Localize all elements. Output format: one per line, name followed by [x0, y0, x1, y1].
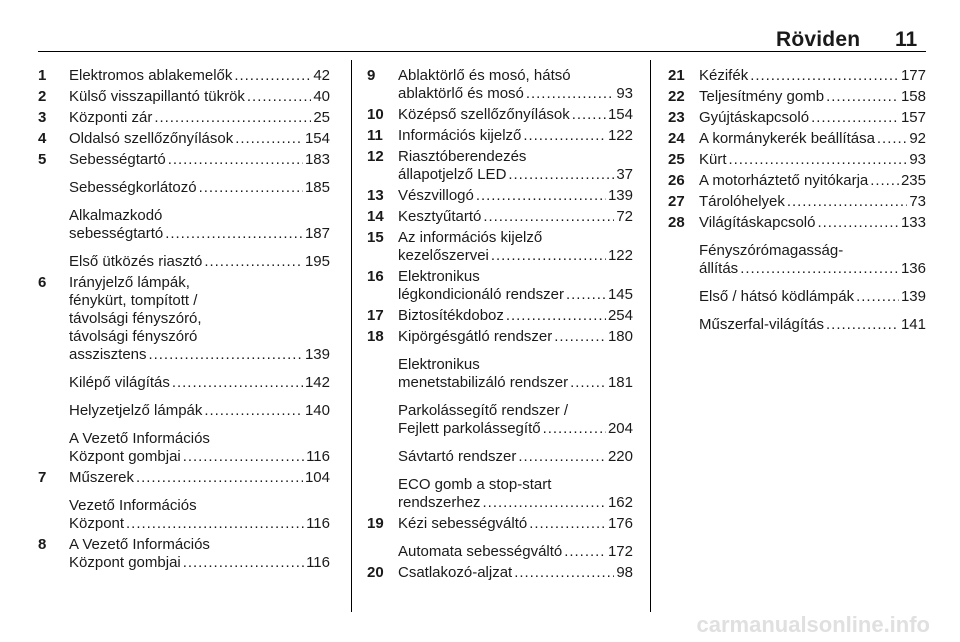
- entry-last-line: [398, 85, 633, 103]
- entry-last-line: [69, 448, 330, 466]
- entry-label: Világításkapcsoló: [699, 214, 816, 231]
- index-entry: [367, 328, 633, 346]
- entry-label: Biztosítékdoboz: [398, 307, 504, 324]
- page-reference: 40: [313, 88, 330, 105]
- dot-leader: [172, 374, 303, 392]
- dot-leader: [204, 402, 303, 420]
- index-entry: [367, 402, 633, 438]
- entry-last-line: [69, 253, 330, 271]
- entry-last-line: [69, 67, 330, 85]
- page-reference: 73: [909, 193, 926, 210]
- dot-leader: [508, 166, 614, 184]
- dot-leader: [877, 130, 907, 148]
- page-reference: 42: [313, 67, 330, 84]
- callout-number: 18: [367, 328, 384, 345]
- entry-last-line: [69, 88, 330, 106]
- dot-leader: [817, 214, 899, 232]
- callout-number: 27: [668, 193, 685, 210]
- index-entry: [38, 497, 330, 533]
- index-entry: [38, 130, 330, 148]
- entry-last-line: [398, 564, 633, 582]
- index-column-3: [668, 60, 926, 612]
- entry-label: Helyzetjelző lámpák: [69, 402, 203, 419]
- entry-label: rendszerhez: [398, 494, 481, 511]
- callout-number: 13: [367, 187, 384, 204]
- page-reference: 254: [607, 307, 633, 324]
- page-reference: 122: [607, 247, 633, 264]
- entry-label: Külső visszapillantó tükrök: [69, 88, 245, 105]
- page-reference: 139: [607, 187, 633, 204]
- index-entry: [38, 179, 330, 197]
- index-entry: [367, 564, 633, 582]
- entry-label: állapotjelző LED: [398, 166, 507, 183]
- entry-last-line: [69, 554, 330, 572]
- entry-label: Oldalsó szellőzőnyílások: [69, 130, 234, 147]
- dot-leader: [826, 88, 899, 106]
- entry-last-line: [398, 420, 633, 438]
- entry-label: Sebességtartó: [69, 151, 166, 168]
- callout-number: 7: [38, 469, 47, 486]
- index-entry: [367, 448, 633, 466]
- index-entry: [668, 242, 926, 278]
- dot-leader: [199, 179, 303, 197]
- entry-label: Kilépő világítás: [69, 374, 170, 391]
- index-entry: [367, 515, 633, 533]
- callout-number: 8: [38, 536, 47, 553]
- entry-label: Központ gombjai: [69, 448, 181, 465]
- page-reference: 145: [607, 286, 633, 303]
- entry-text-line: Elektronikus: [398, 356, 480, 373]
- dot-leader: [870, 172, 899, 190]
- entry-label: Elektromos ablakemelők: [69, 67, 233, 84]
- page-reference: 93: [909, 151, 926, 168]
- index-column-1: [38, 60, 330, 612]
- entry-last-line: [398, 208, 633, 226]
- dot-leader: [165, 225, 303, 243]
- dot-leader: [570, 374, 606, 392]
- entry-label: légkondicionáló rendszer: [398, 286, 564, 303]
- page-reference: 139: [900, 288, 926, 305]
- callout-number: 9: [367, 67, 376, 84]
- entry-text-line: Alkalmazkodó: [69, 207, 163, 224]
- index-entry: [668, 193, 926, 211]
- entry-text-line: fénykürt, tompított /: [69, 292, 198, 309]
- page-reference: 162: [607, 494, 633, 511]
- callout-number: 3: [38, 109, 47, 126]
- entry-label: Gyújtáskapcsoló: [699, 109, 810, 126]
- entry-text-line: távolsági fényszóró: [69, 328, 198, 345]
- page-reference: 187: [304, 225, 330, 242]
- index-entry: [38, 402, 330, 420]
- dot-leader: [476, 187, 606, 205]
- index-entry: [367, 187, 633, 205]
- dot-leader: [506, 307, 606, 325]
- page-reference: 93: [616, 85, 633, 102]
- entry-label: ablaktörlő és mosó: [398, 85, 524, 102]
- entry-last-line: [398, 328, 633, 346]
- dot-leader: [529, 515, 606, 533]
- dot-leader: [564, 543, 606, 561]
- entry-last-line: [69, 225, 330, 243]
- callout-number: 25: [668, 151, 685, 168]
- entry-label: Első / hátsó ködlámpák: [699, 288, 855, 305]
- dot-leader: [740, 260, 899, 278]
- entry-text-line: Riasztóberendezés: [398, 148, 527, 165]
- callout-number: 23: [668, 109, 685, 126]
- entry-last-line: [69, 469, 330, 487]
- entry-last-line: [69, 515, 330, 533]
- dot-leader: [826, 316, 899, 334]
- callout-number: 17: [367, 307, 384, 324]
- entry-last-line: [69, 109, 330, 127]
- entry-last-line: [69, 130, 330, 148]
- callout-number: 20: [367, 564, 384, 581]
- entry-label: Kézifék: [699, 67, 749, 84]
- dot-leader: [235, 130, 303, 148]
- entry-label: Automata sebességváltó: [398, 543, 563, 560]
- index-entry: [367, 127, 633, 145]
- entry-label: Teljesítmény gomb: [699, 88, 825, 105]
- entry-text-line: A Vezető Információs: [69, 536, 210, 553]
- dot-leader: [750, 67, 899, 85]
- entry-label: Központ: [69, 515, 125, 532]
- dot-leader: [149, 346, 303, 364]
- page-reference: 37: [616, 166, 633, 183]
- entry-last-line: [398, 307, 633, 325]
- entry-label: Műszerek: [69, 469, 135, 486]
- header-rule: [38, 51, 926, 52]
- index-entry: [367, 268, 633, 304]
- watermark: carmanualsonline.info: [696, 612, 930, 637]
- entry-last-line: [398, 494, 633, 512]
- dot-leader: [154, 109, 311, 127]
- page-reference: 204: [607, 420, 633, 437]
- index-entry: [38, 274, 330, 364]
- entry-text-line: A Vezető Információs: [69, 430, 210, 447]
- entry-label: sebességtartó: [69, 225, 164, 242]
- entry-text-line: Vezető Információs: [69, 497, 197, 514]
- page-reference: 177: [900, 67, 926, 84]
- dot-leader: [136, 469, 303, 487]
- index-entry: [668, 67, 926, 85]
- index-entry: [367, 356, 633, 392]
- index-entry: [38, 469, 330, 487]
- index-entry: [38, 430, 330, 466]
- callout-number: 6: [38, 274, 47, 291]
- entry-label: A motorháztető nyitókarja: [699, 172, 869, 189]
- entry-last-line: [69, 346, 330, 364]
- index-entry: [367, 543, 633, 561]
- entry-label: állítás: [699, 260, 739, 277]
- entry-label: Műszerfal-világítás: [699, 316, 825, 333]
- entry-label: Kürt: [699, 151, 727, 168]
- index-entry: [367, 106, 633, 124]
- index-entry: [367, 307, 633, 325]
- page-reference: 154: [304, 130, 330, 147]
- page-reference: 181: [607, 374, 633, 391]
- entry-label: asszisztens: [69, 346, 147, 363]
- index-entry: [38, 109, 330, 127]
- dot-leader: [554, 328, 606, 346]
- page-reference: 235: [900, 172, 926, 189]
- entry-last-line: [699, 130, 926, 148]
- entry-text-line: Irányjelző lámpák,: [69, 274, 190, 291]
- entry-last-line: [69, 402, 330, 420]
- entry-last-line: [398, 543, 633, 561]
- index-entry: [367, 67, 633, 103]
- callout-number: 1: [38, 67, 47, 84]
- entry-last-line: [699, 151, 926, 169]
- index-entry: [668, 288, 926, 306]
- dot-leader: [234, 67, 311, 85]
- index-entry: [38, 253, 330, 271]
- page-reference: 140: [304, 402, 330, 419]
- dot-leader: [523, 127, 606, 145]
- page-reference: 172: [607, 543, 633, 560]
- entry-label: Információs kijelző: [398, 127, 522, 144]
- entry-label: Csatlakozó-aljzat: [398, 564, 513, 581]
- page-reference: 185: [304, 179, 330, 196]
- entry-last-line: [69, 374, 330, 392]
- entry-last-line: [398, 374, 633, 392]
- dot-leader: [518, 448, 606, 466]
- entry-last-line: [699, 288, 926, 306]
- dot-leader: [787, 193, 907, 211]
- index-entry: [367, 229, 633, 265]
- index-entry: [367, 148, 633, 184]
- entry-last-line: [699, 109, 926, 127]
- entry-last-line: [398, 187, 633, 205]
- entry-last-line: [699, 88, 926, 106]
- page-reference: 141: [900, 316, 926, 333]
- entry-label: menetstabilizáló rendszer: [398, 374, 569, 391]
- callout-number: 21: [668, 67, 685, 84]
- entry-text-line: Elektronikus: [398, 268, 480, 285]
- page-reference: 98: [616, 564, 633, 581]
- entry-label: Kézi sebességváltó: [398, 515, 528, 532]
- index-entry: [668, 172, 926, 190]
- entry-text-line: Fényszórómagasság-: [699, 242, 844, 259]
- page-reference: 154: [607, 106, 633, 123]
- callout-number: 19: [367, 515, 384, 532]
- page-reference: 195: [304, 253, 330, 270]
- index-column-2: [367, 60, 633, 612]
- column-divider: [650, 60, 651, 612]
- entry-last-line: [699, 260, 926, 278]
- index-entry: [668, 88, 926, 106]
- dot-leader: [566, 286, 606, 304]
- entry-last-line: [398, 448, 633, 466]
- index-entry: [668, 151, 926, 169]
- index-entry: [38, 536, 330, 572]
- callout-number: 2: [38, 88, 47, 105]
- entry-last-line: [398, 247, 633, 265]
- entry-label: Tárolóhelyek: [699, 193, 785, 210]
- entry-last-line: [699, 67, 926, 85]
- page-header: [0, 0, 960, 60]
- dot-leader: [204, 253, 303, 271]
- callout-number: 26: [668, 172, 685, 189]
- page-number: 11: [895, 28, 918, 51]
- page-reference: 157: [900, 109, 926, 126]
- index-entry: [668, 214, 926, 232]
- entry-label: Első ütközés riasztó: [69, 253, 203, 270]
- entry-label: Vészvillogó: [398, 187, 474, 204]
- dot-leader: [183, 554, 304, 572]
- entry-label: Fejlett parkolássegítő: [398, 420, 541, 437]
- page-reference: 139: [304, 346, 330, 363]
- callout-number: 14: [367, 208, 384, 225]
- entry-text-line: távolsági fényszóró,: [69, 310, 202, 327]
- entry-last-line: [398, 286, 633, 304]
- entry-last-line: [69, 151, 330, 169]
- index-entry: [668, 130, 926, 148]
- callout-number: 10: [367, 106, 384, 123]
- dot-leader: [526, 85, 614, 103]
- callout-number: 16: [367, 268, 384, 285]
- dot-leader: [183, 448, 304, 466]
- index-entry: [367, 208, 633, 226]
- entry-last-line: [69, 179, 330, 197]
- section-title: Röviden: [776, 28, 861, 51]
- dot-leader: [247, 88, 311, 106]
- index-entry: [38, 88, 330, 106]
- callout-number: 4: [38, 130, 47, 147]
- entry-last-line: [398, 166, 633, 184]
- dot-leader: [729, 151, 908, 169]
- entry-text-line: ECO gomb a stop-start: [398, 476, 552, 493]
- entry-last-line: [398, 127, 633, 145]
- dot-leader: [483, 208, 614, 226]
- index-entry: [38, 67, 330, 85]
- entry-label: Kipörgésgátló rendszer: [398, 328, 553, 345]
- index-entry: [668, 109, 926, 127]
- callout-number: 28: [668, 214, 685, 231]
- page-reference: 92: [909, 130, 926, 147]
- dot-leader: [543, 420, 606, 438]
- page-reference: 136: [900, 260, 926, 277]
- page-reference: 142: [304, 374, 330, 391]
- callout-number: 24: [668, 130, 685, 147]
- dot-leader: [483, 494, 606, 512]
- entry-label: Sávtartó rendszer: [398, 448, 517, 465]
- page-reference: 72: [616, 208, 633, 225]
- entry-label: Kesztyűtartó: [398, 208, 482, 225]
- entry-last-line: [699, 193, 926, 211]
- dot-leader: [856, 288, 899, 306]
- page-reference: 220: [607, 448, 633, 465]
- page-reference: 104: [304, 469, 330, 486]
- page-reference: 183: [304, 151, 330, 168]
- entry-label: Központi zár: [69, 109, 153, 126]
- entry-text-line: Az információs kijelző: [398, 229, 543, 246]
- dot-leader: [168, 151, 303, 169]
- page-reference: 116: [306, 554, 330, 571]
- callout-number: 15: [367, 229, 384, 246]
- page-reference: 122: [607, 127, 633, 144]
- page-reference: 176: [607, 515, 633, 532]
- callout-number: 22: [668, 88, 685, 105]
- column-divider: [351, 60, 352, 612]
- entry-last-line: [699, 316, 926, 334]
- entry-label: kezelőszervei: [398, 247, 489, 264]
- page-reference: 158: [900, 88, 926, 105]
- entry-label: A kormánykerék beállítása: [699, 130, 875, 147]
- dot-leader: [126, 515, 304, 533]
- entry-last-line: [398, 106, 633, 124]
- index-entry: [38, 207, 330, 243]
- entry-label: Középső szellőzőnyílások: [398, 106, 570, 123]
- index-entry: [367, 476, 633, 512]
- index-entry: [38, 151, 330, 169]
- entry-label: Sebességkorlátozó: [69, 179, 197, 196]
- entry-text-line: Parkolássegítő rendszer /: [398, 402, 569, 419]
- entry-last-line: [398, 515, 633, 533]
- dot-leader: [514, 564, 614, 582]
- index-entry: [668, 316, 926, 334]
- dot-leader: [811, 109, 899, 127]
- entry-text-line: Ablaktörlő és mosó, hátsó: [398, 67, 571, 84]
- page-reference: 116: [306, 448, 330, 465]
- entry-label: Központ gombjai: [69, 554, 181, 571]
- callout-number: 11: [367, 127, 383, 144]
- dot-leader: [491, 247, 606, 265]
- index-entry: [38, 374, 330, 392]
- page-reference: 133: [900, 214, 926, 231]
- entry-last-line: [699, 214, 926, 232]
- page-reference: 116: [306, 515, 330, 532]
- page-reference: 180: [607, 328, 633, 345]
- callout-number: 5: [38, 151, 47, 168]
- callout-number: 12: [367, 148, 384, 165]
- dot-leader: [572, 106, 606, 124]
- entry-last-line: [699, 172, 926, 190]
- page-reference: 25: [313, 109, 330, 126]
